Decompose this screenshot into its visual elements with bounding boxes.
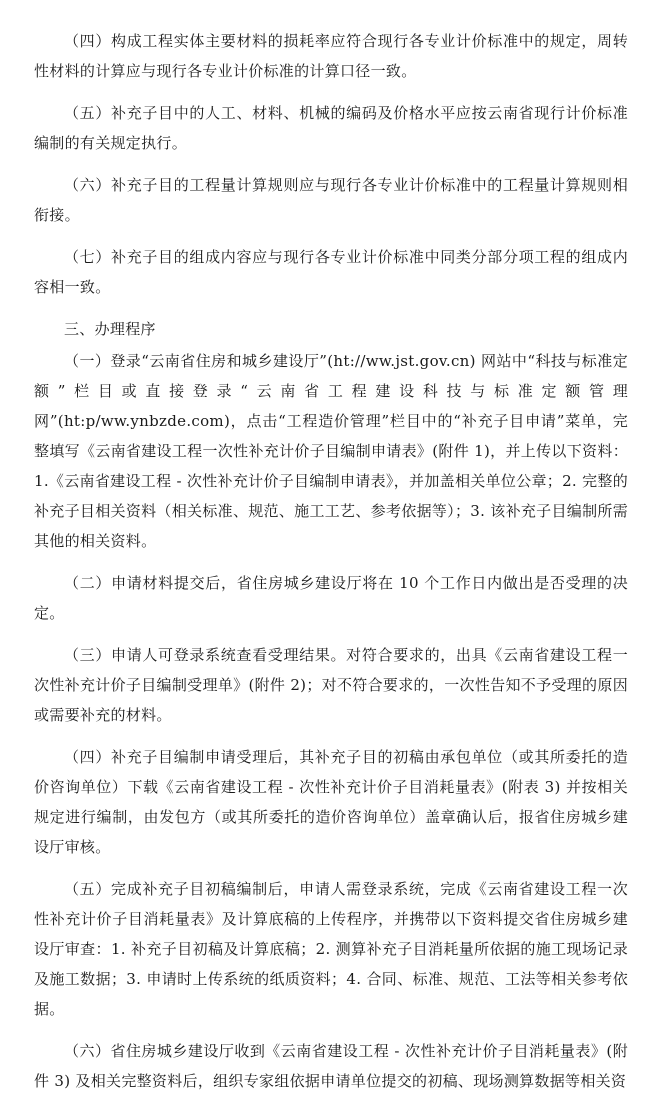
procedure-step-2: （二）申请材料提交后，省住房城乡建设厅将在 10 个工作日内做出是否受理的决定。 xyxy=(34,574,628,622)
paragraph-7: （七）补充子目的组成内容应与现行各专业计价标准中同类分部分项工程的组成内容相一致。 xyxy=(34,248,628,296)
procedure-step-4: （四）补充子目编制申请受理后，其补充子目的初稿由承包单位（或其所委托的造价咨询单位）下载《云南省建设工程 - 次性补充计价子目消耗量表》(附表 3) 并按相关规定进行编制，由发包方（或其所委托的造价咨询单位）盖章确认后，报省住房城乡建设厅审核。 xyxy=(34,748,628,856)
section-heading: 三、办理程序 xyxy=(64,320,156,338)
procedure-step-6: （六）省住房城乡建设厅收到《云南省建设工程 - 次性补充计价子目消耗量表》(附件 3) 及相关完整资料后，组织专家组依据申请单位提交的初稿、现场测算数据等相关资 xyxy=(34,1042,628,1090)
procedure-step-3: （三）申请人可登录系统查看受理结果。对符合要求的，出具《云南省建设工程一次性补充计价子目编制受理单》(附件 2)；对不符合要求的，一次性告知不予受理的原因或需要补充的材料。 xyxy=(34,646,628,724)
procedure-step-5: （五）完成补充子目初稿编制后，申请人需登录系统，完成《云南省建设工程一次性补充计价子目消耗量表》及计算底稿的上传程序，并携带以下资料提交省住房城乡建设厅审查：1. 补充子目初稿及计算底稿；2. 测算补充子目消耗量所依据的施工现场记录及施工数据；3. 申请时上传系统的纸质资料；4. 合同、标准、规范、工法等相关参考依据。 xyxy=(34,880,628,1018)
paragraph-4: （四）构成工程实体主要材料的损耗率应符合现行各专业计价标准中的规定，周转性材料的计算应与现行各专业计价标准的计算口径一致。 xyxy=(34,32,628,80)
paragraph-5: （五）补充子目中的人工、材料、机械的编码及价格水平应按云南省现行计价标准编制的有关规定执行。 xyxy=(34,104,628,152)
paragraph-6: （六）补充子目的工程量计算规则应与现行各专业计价标准中的工程量计算规则相衔接。 xyxy=(34,176,628,224)
procedure-step-1: （一）登录“云南省住房和城乡建设厅”(ht://ww.jst.gov.cn) 网站中“科技与标准定额”栏目或直接登录“云南省工程建设科技与标准定额管理网”(ht:p/ww.ynbzde.com)，点击“工程造价管理”栏目中的“补充子目申请”菜单，完整填写《云南省建设工程一次性补充计价子目编制申请表》(附件 1)，并上传以下资料：1.《云南省建设工程 - 次性补充计价子目编制申请表》，并加盖相关单位公章；2. 完整的补充子目相关资料（相关标准、规范、施工工艺、参考依据等）；3. 该补充子目编制所需其他的相关资料。 xyxy=(34,352,628,550)
